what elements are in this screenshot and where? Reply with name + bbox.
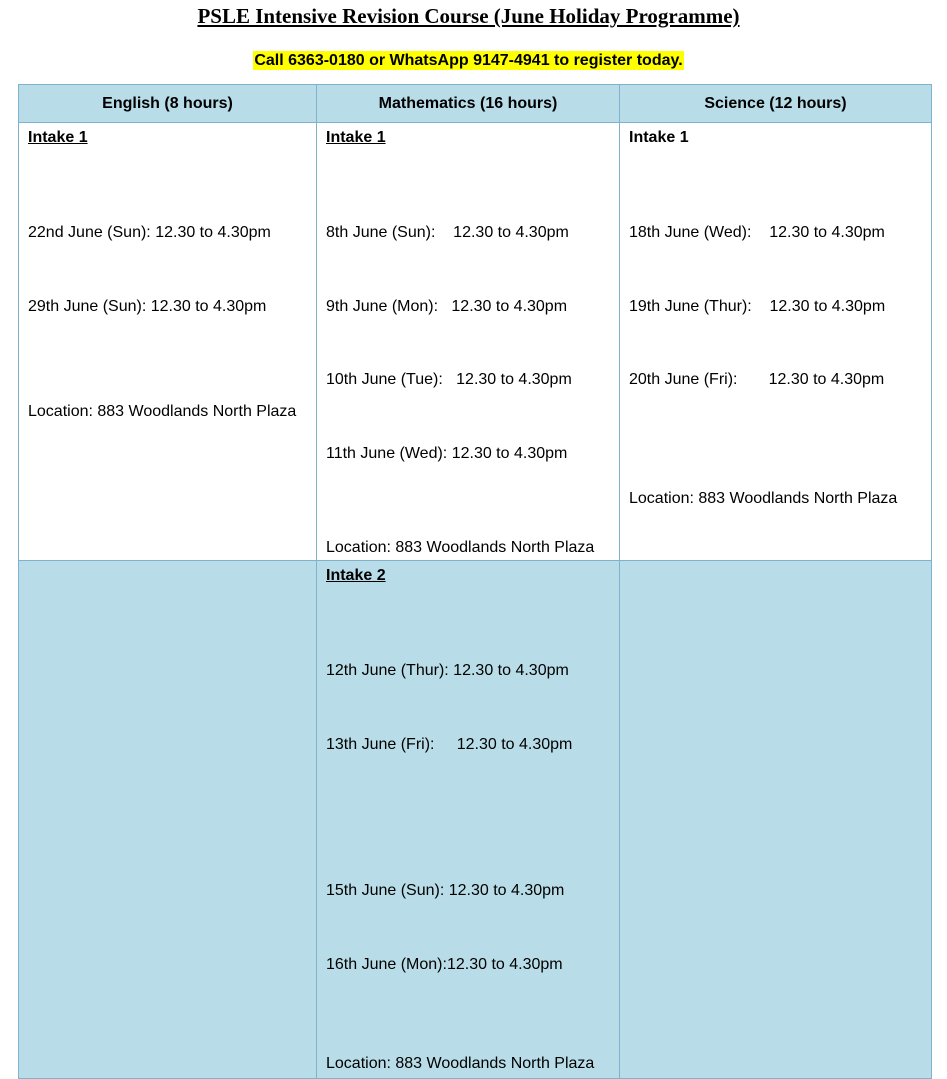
math-slot: 10th June (Tue): 12.30 to 4.30pm <box>326 371 572 388</box>
math-intake2-location: Location: 883 Woodlands North Plaza <box>326 1055 595 1072</box>
math-slot: 8th June (Sun): 12.30 to 4.30pm <box>326 224 569 241</box>
math-intake2-slots-a <box>326 610 611 806</box>
page-title: PSLE Intensive Revision Course (June Holiday Programme) <box>197 4 740 28</box>
english-slot: 29th June (Sun): 12.30 to 4.30pm <box>28 297 267 315</box>
column-header-english: English (8 hours) <box>19 85 317 123</box>
math-slot: 9th June (Mon): 12.30 to 4.30pm <box>326 297 568 315</box>
science-location: Location: 883 Woodlands North Plaza <box>629 489 898 507</box>
math-slot: 12th June (Thur): 12.30 to 4.30pm <box>326 662 569 679</box>
math-intake2-cell <box>317 561 620 1079</box>
registration-callout-wrap <box>0 52 937 70</box>
science-slot: 18th June (Wed): 12.30 to 4.30pm <box>629 224 885 241</box>
schedule-table <box>18 84 932 1079</box>
science-intake1-slots <box>629 172 923 442</box>
english-intake1-slots <box>28 172 308 368</box>
math-intake1-location: Location: 883 Woodlands North Plaza <box>326 539 595 556</box>
math-slot: 16th June (Mon):12.30 to 4.30pm <box>326 955 563 973</box>
science-slot: 20th June (Fri): 12.30 to 4.30pm <box>629 371 885 388</box>
math-intake1-label: Intake 1 <box>326 129 386 146</box>
english-slot: 22nd June (Sun): 12.30 to 4.30pm <box>28 224 271 241</box>
english-intake1-cell <box>19 123 317 561</box>
intake2-row <box>19 561 932 1079</box>
english-intake2-empty-cell <box>19 561 317 1079</box>
registration-callout: Call 6363-0180 or WhatsApp 9147-4941 to register today. <box>254 52 683 69</box>
science-intake2-empty-cell <box>620 561 932 1079</box>
math-intake1-cell <box>317 123 620 561</box>
column-header-science: Science (12 hours) <box>620 85 932 123</box>
science-intake1-cell <box>620 123 932 561</box>
math-intake1-slots <box>326 172 611 515</box>
science-intake1-label: Intake 1 <box>629 129 689 146</box>
science-slot: 19th June (Thur): 12.30 to 4.30pm <box>629 297 886 315</box>
header-row <box>19 85 932 123</box>
math-slot: 15th June (Sun): 12.30 to 4.30pm <box>326 882 565 899</box>
column-header-mathematics: Mathematics (16 hours) <box>317 85 620 123</box>
math-slot: 13th June (Fri): 12.30 to 4.30pm <box>326 735 573 753</box>
english-location: Location: 883 Woodlands North Plaza <box>28 403 297 420</box>
math-intake2-slots-b <box>326 830 611 1026</box>
english-intake1-label: Intake 1 <box>28 129 88 146</box>
intake1-row <box>19 123 932 561</box>
math-slot: 11th June (Wed): 12.30 to 4.30pm <box>326 444 568 462</box>
math-intake2-label: Intake 2 <box>326 567 386 584</box>
